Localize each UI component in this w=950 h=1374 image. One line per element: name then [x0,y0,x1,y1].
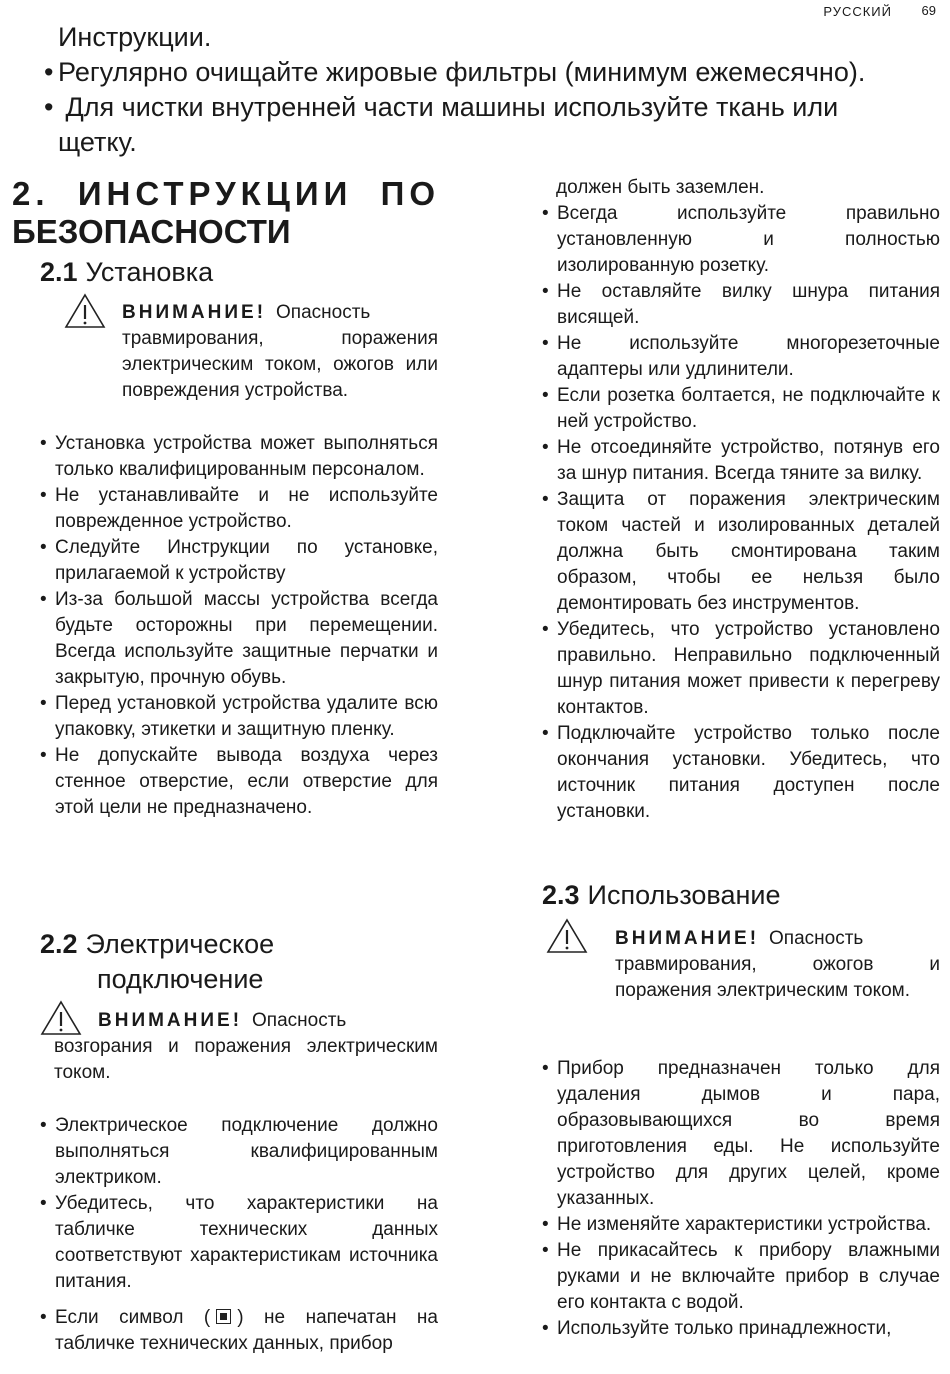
list-item: • Перед установкой устройства удалите всю упаковку, этикетки и защитную пленку. [40,691,438,743]
warning-usage [615,926,940,1004]
heading-installation [40,255,213,289]
warning-text: Опасность возгорания и поражения электрическим током. [54,1010,438,1083]
warning-triangle-icon [64,293,106,329]
list-item: • Установка устройства может выполняться только квалифицированным персоналом. [40,431,438,483]
intro-line [44,125,940,160]
symbol-item-text: ) не напечатан на табличке технических данных, прибор [55,1307,438,1354]
section-title-part: ПО [380,175,440,212]
intro-line [44,20,940,55]
heading-text: Электрическое [85,929,275,959]
warning-text: Опасность травмирования, ожогов и поражения электрическим током. [615,928,940,1001]
symbol-item-text: Если символ ( [55,1307,211,1328]
intro-text: щетку. [58,127,137,157]
list-item: • Не используйте многорезеточные адаптеры или удлинители. [542,331,940,383]
warning-title: ВНИМАНИЕ! [98,1010,243,1031]
installation-list [40,431,438,821]
list-item: • Из-за большой массы устройства всегда будьте осторожны при перемещении. Всегда используйте защитные перчатки и закрытую, прочную обувь. [40,587,438,691]
warning-triangle-icon [546,918,588,954]
heading-electrical [40,927,274,961]
warning-installation [122,300,438,404]
intro-line [44,55,940,90]
list-item: • Не прикасайтесь к прибору влажными руками и не включайте прибор в случае его контакта с водой. [542,1238,940,1316]
list-item: • Всегда используйте правильно установленную и полностью изолированную розетку. [542,201,940,279]
warning-title: ВНИМАНИЕ! [122,302,267,323]
list-item [40,1305,438,1357]
list-item: • Электрическое подключение должно выполняться квалифицированным электриком. [40,1113,438,1191]
heading-electrical-line2: подключение [97,964,264,994]
warning-text: Опасность травмирования, поражения электрическим током, ожогов или повреждения устройства. [122,302,438,401]
language-label: РУССКИЙ [823,4,892,19]
electrical-list [40,1113,438,1357]
list-item: • Подключайте устройство только после окончания установки. Убедитесь, что источник питания доступен после установки. [542,721,940,825]
heading-text: Установка [85,257,214,287]
bullet: • [44,92,54,122]
heading-text: Использование [587,880,781,910]
intro-text: Для чистки внутренней части машины используйте ткань или [65,92,839,122]
intro-block [44,20,940,160]
bullet: • [44,57,54,87]
list-item: • Если розетка болтается, не подключайте к ней устройство. [542,383,940,435]
warning-electrical [54,1008,438,1086]
list-item: • Следуйте Инструкции по установке, прилагаемой к устройству [40,535,438,587]
heading-number: 2.3 [542,880,580,910]
page-number: 69 [921,3,936,18]
section-title-line1 [12,175,440,213]
list-item: • Убедитесь, что характеристики на табличке технических данных соответствуют характеристикам источника питания. [40,1191,438,1295]
list-item: • Прибор предназначен только для удаления дымов и пара, образовывающихся во время приготовления еды. Не используйте устройство для других целей, кроме указанных. [542,1056,940,1212]
section-title-part: ИНСТРУКЦИИ [77,175,353,212]
list-item: • Не изменяйте характеристики устройства. [542,1212,940,1238]
heading-number: 2.1 [40,257,78,287]
section-title-part: 2. [12,175,50,212]
intro-text: Регулярно очищайте жировые фильтры (минимум ежемесячно). [58,57,866,87]
section-title-line2: БЕЗОПАСНОСТИ [12,213,291,250]
intro-line [44,90,940,125]
list-item: • Убедитесь, что устройство установлено правильно. Неправильно подключенный шнур питания может привести к перегреву контактов. [542,617,940,721]
section-title [12,175,440,251]
electrical-list-continued [542,201,940,825]
list-item: • Не оставляйте вилку шнура питания висящей. [542,279,940,331]
list-item: • Используйте только принадлежности, [542,1316,940,1342]
usage-list [542,1056,940,1342]
intro-text: Инструкции. [58,22,212,52]
continued-text: должен быть заземлен. [556,177,765,198]
list-item: • Не устанавливайте и не используйте поврежденное устройство. [40,483,438,535]
heading-number: 2.2 [40,929,78,959]
list-item: • Защита от поражения электрическим током частей и изолированных деталей должна быть смонтирована таким образом, чтобы ее нельзя было демонтировать без инструментов. [542,487,940,617]
warning-title: ВНИМАНИЕ! [615,928,760,949]
earth-symbol-icon [216,1309,231,1324]
list-item: • Не допускайте вывода воздуха через стенное отверстие, если отверстие для этой цели не предназначено. [40,743,438,821]
heading-usage [542,878,780,912]
list-item: • Не отсоединяйте устройство, потянув его за шнур питания. Всегда тяните за вилку. [542,435,940,487]
